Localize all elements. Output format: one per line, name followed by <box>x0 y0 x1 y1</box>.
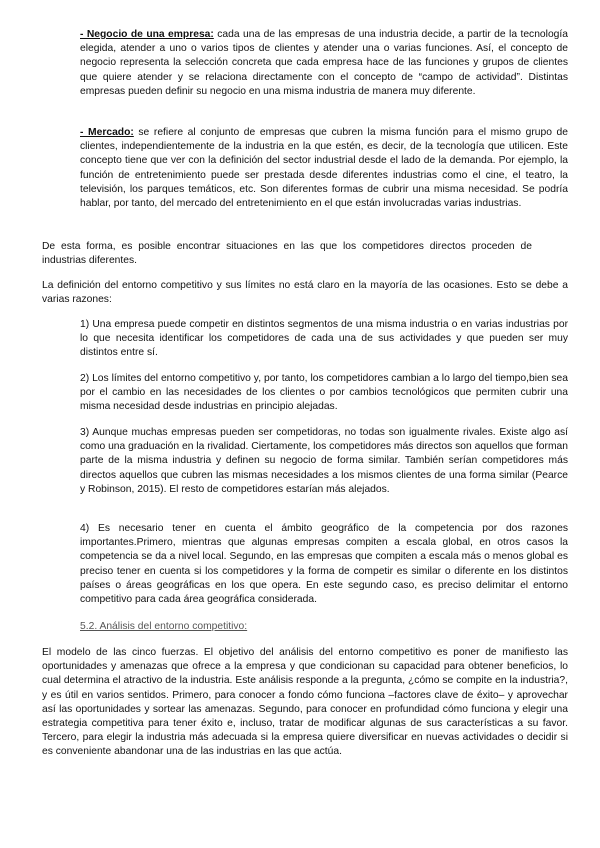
term-mercado: - Mercado: <box>80 127 134 138</box>
text-negocio: cada una de las empresas de una industria decide, a partir de la tecnología elegida, atender a uno o varios tipos de clientes y atender una o varias funciones. Así, el concepto de negocio representa la selección concreta que cada empresa hace de las funciones y grupos de clientes que quiere atender y se relaciona directamente con el concepto de “campo de actividad”. Distintas empresas pueden definir su negocio en una misma industria de manera muy diferente. <box>80 29 568 97</box>
paragraph-negocio <box>80 28 568 99</box>
section-heading: 5.2. Análisis del entorno competitivo: <box>80 621 248 632</box>
reason-3: 3) Aunque muchas empresas pueden ser competidoras, no todas son igualmente rivales. Existe algo así como una graduación en la rivalidad. Ciertamente, los competidores más directos son aquellos que forman parte de la misma industria y definen su negocio de forma similar. También serían competidores más directos aquellos que cubren las mismas necesidades a los mismos clientes de una forma similar (Pearce y Robinson, 2015). El resto de competidores estarían más alejados. <box>80 427 568 495</box>
paragraph-definicion: La definición del entorno competitivo y sus límites no está claro en la mayoría de las ocasiones. Esto se debe a varias razones: <box>42 280 568 306</box>
text-mercado: se refiere al conjunto de empresas que cubren la misma función para el mismo grupo de clientes, independientemente de la industria en la que estén, es decir, de la tecnología que utilicen. Este concepto tiene que ver con la definición del sector industrial desde el lado de la demanda. Por ejemplo, la función de entretenimiento puede ser prestada desde diferentes industrias como el cine, el teatro, la televisión, los parques temáticos, etc. Son diferentes formas de cubrir una misma necesidad. Se podría hablar, por tanto, del mercado del entretenimiento en el que están involucradas varias industrias. <box>80 127 568 210</box>
paragraph-forma: De esta forma, es posible encontrar situaciones en las que los competidores directos proceden de industrias diferentes. <box>42 241 532 267</box>
reason-1: 1) Una empresa puede competir en distintos segmentos de una misma industria o en varias industrias por lo que necesita identificar los competidores de cada una de sus actividades y que pueden ser muy distintos entre sí. <box>80 319 568 359</box>
term-negocio: - Negocio de una empresa: <box>80 29 214 40</box>
reason-2: 2) Los límites del entorno competitivo y, por tanto, los competidores cambian a lo largo del tiempo,bien sea por el cambio en las necesidades de los clientes o por cambios tecnológicos que permiten cubrir una misma necesidad desde industrias en principio alejadas. <box>80 373 568 413</box>
paragraph-modelo: El modelo de las cinco fuerzas. El objetivo del análisis del entorno competitivo es poner de manifiesto las oportunidades y amenazas que ofrece a la empresa y que condicionan su capacidad para obtener beneficios, lo cual determina el atractivo de la industria. Este análisis responde a la pregunta, ¿cómo se compite en la industria?, y es útil en varios sentidos. Primero, para conocer a fondo cómo funciona –factores clave de éxito– y aprovechar así las oportunidades y sortear las amenazas. Segundo, para conocer en profundidad cómo funciona y elegir una estrategia competitiva para tener éxito e, incluso, tratar de modificar algunas de sus características a su favor. Tercero, para elegir la industria más adecuada si la empresa quiere diversificar en nuevas actividades o decidir si es conveniente abandonar una de las industrias en las que actúa. <box>42 647 568 758</box>
reason-4: 4) Es necesario tener en cuenta el ámbito geográfico de la competencia por dos razones importantes.Primero, mientras que algunas empresas compiten a escala global, en otros casos la competencia se da a nivel local. Segundo, en las empresas que compiten a escala más o menos global es preciso tener en cuenta si los competidores y la forma de competir es similar o diferente en los distintos países o áreas geográficas en los que opera. En este segundo caso, es preciso delimitar el entorno competitivo para cada área geográfica considerada. <box>80 523 568 606</box>
paragraph-mercado <box>80 126 568 211</box>
